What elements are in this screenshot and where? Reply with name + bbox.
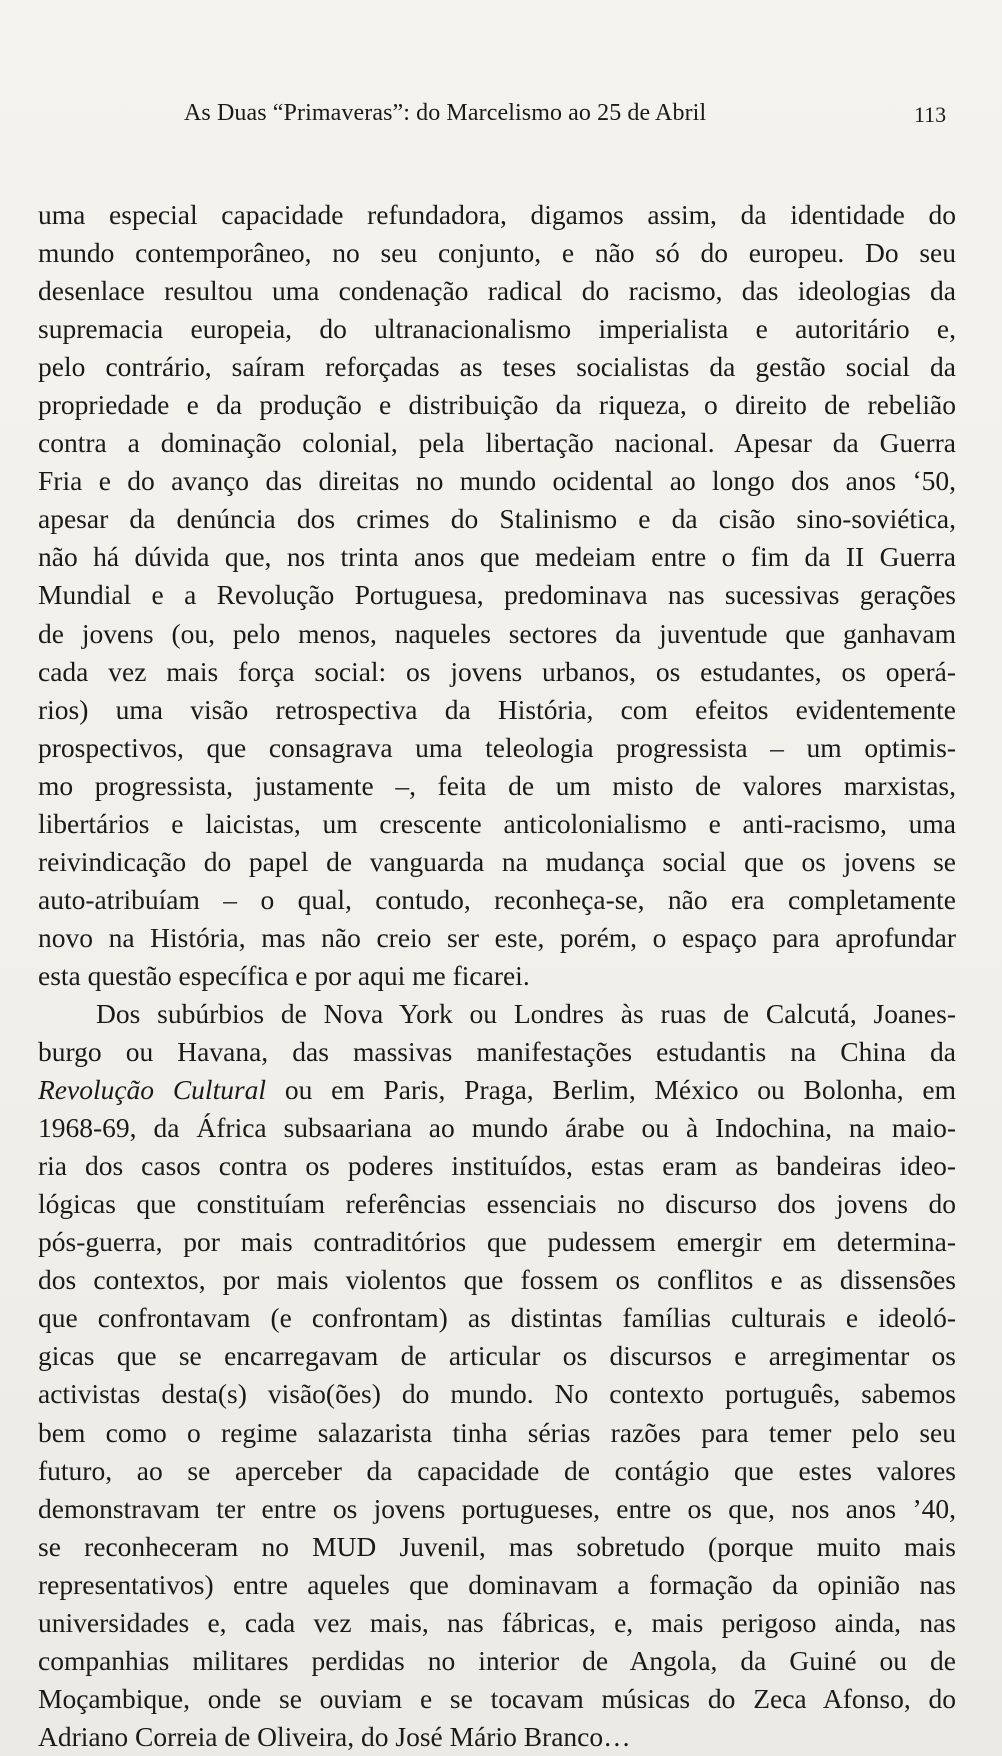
text-line: desenlace resultou uma condenação radical do racismo, das ideologias da [38, 275, 956, 307]
running-head: As Duas “Primaveras”: do Marcelismo ao 25 de Abril [184, 100, 707, 126]
text-line: prospectivos, que consagrava uma teleologia progressista – um optimis- [38, 731, 956, 763]
text-line: burgo ou Havana, das massivas manifestações estudantis na China da [38, 1036, 956, 1068]
text-line: pós-guerra, por mais contraditórios que pudessem emergir em determina- [38, 1226, 956, 1258]
text-line: contra a dominação colonial, pela libertação nacional. Apesar da Guerra [38, 427, 956, 459]
text-line: activistas desta(s) visão(ões) do mundo. No contexto português, sabemos [38, 1378, 956, 1410]
text-line: auto-atribuíam – o qual, contudo, reconheça-se, não era completamente [38, 883, 956, 915]
text-line: apesar da denúncia dos crimes do Stalinismo e da cisão sino-soviética, [38, 503, 956, 535]
text-line-with-italic [38, 1071, 956, 1109]
text-line: mundo contemporâneo, no seu conjunto, e não só do europeu. Do seu [38, 237, 956, 269]
text-line: que confrontavam (e confrontam) as distintas famílias culturais e ideoló- [38, 1302, 956, 1334]
text-line: reivindicação do papel de vanguarda na mudança social que os jovens se [38, 845, 956, 877]
text-line: não há dúvida que, nos trinta anos que medeiam entre o fim da II Guerra [38, 541, 956, 573]
text-line: cada vez mais força social: os jovens urbanos, os estudantes, os operá- [38, 655, 956, 687]
italic-title: Revolução Cultural [38, 1074, 267, 1106]
text-line: ria dos casos contra os poderes instituídos, estas eram as bandeiras ideo- [38, 1150, 956, 1182]
page-number: 113 [914, 102, 947, 127]
text-line: rios) uma visão retrospectiva da História, com efeitos evidentemente [38, 693, 956, 725]
text-line: novo na História, mas não creio ser este, porém, o espaço para aprofundar [38, 921, 956, 953]
text-line: mo progressista, justamente –, feita de um misto de valores marxistas, [38, 769, 956, 801]
paragraph-start-line: Dos subúrbios de Nova York ou Londres às ruas de Calcutá, Joanes- [96, 997, 956, 1029]
text-line: uma especial capacidade refundadora, digamos assim, da identidade do [38, 199, 956, 230]
text-line: representativos) entre aqueles que dominavam a formação da opinião nas [38, 1568, 956, 1600]
text-line: libertários e laicistas, um crescente anticolonialismo e anti-racismo, uma [38, 807, 956, 839]
text-line: Fria e do avanço das direitas no mundo ocidental ao longo dos anos ‘50, [38, 465, 956, 497]
text-line: Moçambique, onde se ouviam e se tocavam músicas do Zeca Afonso, do [38, 1682, 956, 1714]
text-line: futuro, ao se aperceber da capacidade de contágio que estes valores [38, 1454, 956, 1486]
text-line: lógicas que constituíam referências essenciais no discurso dos jovens do [38, 1188, 956, 1220]
text-line: propriedade e da produção e distribuição da riqueza, o direito de rebelião [38, 389, 956, 421]
text-line: de jovens (ou, pelo menos, naqueles sectores da juventude que ganhavam [38, 617, 956, 649]
text-line: gicas que se encarregavam de articular os discursos e arregimentar os [38, 1340, 956, 1372]
body-text [38, 196, 956, 1756]
text-line: Mundial e a Revolução Portuguesa, predominava nas sucessivas gerações [38, 579, 956, 611]
text-line: pelo contrário, saíram reforçadas as teses socialistas da gestão social da [38, 351, 956, 383]
paragraph-end-line: Adriano Correia de Oliveira, do José Mário Branco… [38, 1720, 631, 1752]
text-line: 1968-69, da África subsaariana ao mundo árabe ou à Indochina, na maio- [38, 1112, 956, 1144]
text-line: universidades e, cada vez mais, nas fábricas, e, mais perigoso ainda, nas [38, 1606, 956, 1638]
text-line: companhias militares perdidas no interior de Angola, da Guiné ou de [38, 1644, 956, 1676]
paragraph-end-line: esta questão específica e por aqui me ficarei. [38, 959, 530, 991]
text-line: supremacia europeia, do ultranacionalismo imperialista e autoritário e, [38, 313, 956, 345]
text-line: se reconheceram no MUD Juvenil, mas sobretudo (porque muito mais [38, 1530, 956, 1562]
text-line: demonstravam ter entre os jovens portugueses, entre os que, nos anos ’40, [38, 1492, 956, 1524]
text-span: ou em Paris, Praga, Berlim, México ou Bolonha, em [266, 1074, 956, 1106]
text-line: dos contextos, por mais violentos que fossem os conflitos e as dissensões [38, 1264, 956, 1296]
text-line: bem como o regime salazarista tinha sérias razões para temer pelo seu [38, 1416, 956, 1448]
